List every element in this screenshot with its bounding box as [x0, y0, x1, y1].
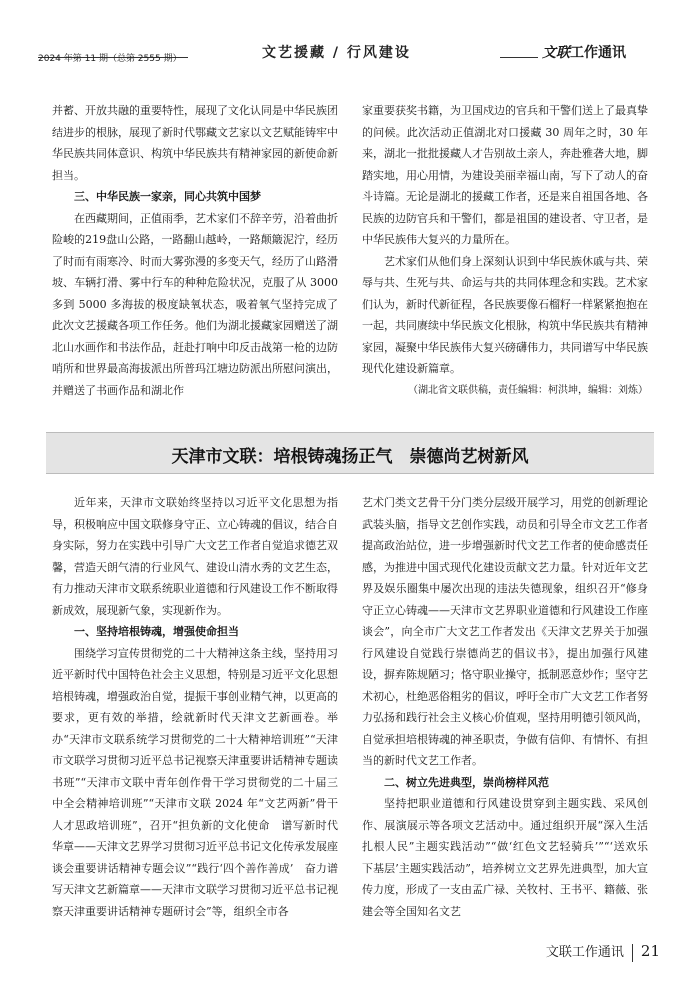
journal-brand	[542, 42, 626, 62]
footer-divider	[632, 944, 633, 962]
brand-rule	[500, 57, 538, 58]
footer-journal-name: 文联工作通讯	[545, 945, 624, 960]
paragraph: 坚持把职业道德和行风建设贯穿到主题实践、采风创作、展演展示等各项文艺活动中。通过组织开展“深入生活 扎根人民”主题实践活动”“做‘红色文艺轻骑兵’”“‘送欢乐 下基层’主题实践活动”，培养树立文艺界先进典型，加大宣传力度，形成了一支由孟广禄、关牧村、王书平、籍薇、张建会等全国知名文艺	[362, 797, 659, 918]
article-2-title-banner	[46, 432, 654, 474]
section-heading: 一、坚持培根铸魂，增强使命担当	[74, 625, 239, 638]
paragraph: 近年来，天津市文联始终坚持以习近平文化思想为指导，积极响应中国文联修身守正、立心铸魂的倡议，结合自身实际，努力在实践中引导广大文艺工作者自觉追求德艺双馨，营造天朗气清的行业风气、建设山清水秀的文艺生态，有力推动天津市文联系统职业道德和行风建设工作不断取得新成效，展现新气象，实现新作为。	[52, 496, 338, 617]
paragraph: 艺术门类文艺骨干分门类分层级开展学习，用党的创新理论武装头脑，指导文艺创作实践，动员和引导全市文艺工作者提高政治站位，进一步增强新时代文艺工作者的使命感责任感，为推进中国式现代化建设贡献文艺力量。针对近年文艺界及娱乐圈集中屡次出现的违法失德现象，组织召开“修身守正立心铸魂——天津市文艺界职业道德和行风建设工作座谈会”，向全市广大文艺工作者发出《天津文艺界关于加强行风建设自觉践行崇德尚艺的倡议书》，提出加强行风建设，摒弃陈规陋习；恪守职业操守，抵制恶意炒作；坚守艺术初心，杜绝恶俗粗劣的倡议，呼吁全市广大文艺工作者努力弘扬和践行社会主义核心价值观，坚持用明德引领风尚，自觉承担培根铸魂的神圣职责，争做有信仰、有情怀、有担当的新时代文艺工作者。	[362, 496, 648, 767]
article-1-left-column	[52, 100, 338, 401]
page-footer	[546, 941, 660, 962]
article-credit: （湖北省文联供稿，责任编辑：柯洪坤，编辑：刘炼）	[408, 384, 648, 396]
paragraph: 在西藏期间，正值雨季，艺术家们不辞辛劳，沿着曲折险峻的219盘山公路，一路翻山越岭，一路颠簸泥泞，经历了时而有雨寒冷、时而大雾弥漫的多变天气，经历了山路滑坡、车辆打滑、雾中行车的种种危险状况，克服了从 3000 多到 5000 多海拔的极度缺氧状态，吸着氧气坚持完成了此次文艺援藏各项工作任务。他们为湖北援藏家园赠送了湖北山水画作和书法作品，赶赴打响中印反击战第一枪的边防哨所和世界最高海拔派出所普玛江塘边防派出所慰问演出，并赠送了书画作品和湖北作	[52, 211, 338, 397]
page-header	[0, 0, 700, 76]
article-1-right-column	[362, 100, 648, 401]
section-heading: 三、中华民族一家亲，同心共筑中国梦	[74, 190, 261, 203]
article-2-left-column	[52, 492, 338, 922]
issue-number: 2024 年第 11 期（总第 2555 期）	[38, 54, 182, 64]
article-2-right-column	[362, 492, 659, 922]
paragraph: 围绕学习宣传贯彻党的二十大精神这条主线，坚持用习近平新时代中国特色社会主义思想，特别是习近平文化思想培根铸魂，增强政治自觉，提振干事创业精气神，以更高的要求，更有效的举措，绘就新时代天津文艺新画卷。举办“天津市文联系统学习贯彻党的二十大精神培训班”“天津市文联学习贯彻习近平总书记视察天津重要讲话精神专题读书班”“天津市文联中青年创作骨干学习贯彻党的二十届三中全会精神培训班”“天津市文联 2024 年“文艺两新”骨干人才思政培训班”，召开“担负新的文化使命 谱写新时代华章——天津文艺界学习贯彻习近平总书记文化传承发展座谈会重要讲话精神专题会议”“践行‘四个善作善成’ 奋力谱写天津文艺新篇章——天津市文联学习贯彻习近平总书记视察天津重要讲话精神专题研讨会”等，组织全市各	[52, 646, 338, 918]
paragraph: 艺术家们从他们身上深刻认识到中华民族休戚与共、荣辱与共、生死与共、命运与共的共同体理念和实践。艺术家们认为，新时代新征程，各民族要像石榴籽一样紧紧抱抱在一起，共同赓续中华民族文化根脉，构筑中华民族共有精神家园，凝聚中华民族伟大复兴磅礴伟力，共同谱写中华民族现代化建设新篇章。	[362, 254, 648, 375]
section-title: 文艺援藏 / 行风建设	[262, 45, 411, 61]
section-heading: 二、树立先进典型，崇尚榜样风范	[384, 775, 549, 789]
brand-text: 工作通讯	[570, 45, 626, 61]
brand-logo: 文联	[542, 45, 570, 61]
page-number: 21	[640, 942, 660, 960]
paragraph: 并蓄、开放共融的重要特性，展现了文化认同是中华民族团结进步的根脉，展现了新时代鄂藏文艺家以文艺赋能铸牢中华民族共同体意识、构筑中华民族共有精神家园的新使命新担当。	[52, 104, 338, 182]
paragraph: 家重要获奖书籍，为卫国戍边的官兵和干警们送上了最真挚的问候。此次活动正值湖北对口援藏 30 周年之时，30 年来，湖北一批批援藏人才告别故土亲人，奔赴雅砻大地，脚踏实地，用心用情，为建设美丽幸福山南，写下了动人的奋斗诗篇。无论是湖北的援藏工作者，还是来自祖国各地、各民族的边防官兵和干警们，都是祖国的建设者、守卫者，是中华民族伟大复兴的力量所在。	[362, 104, 648, 246]
article-title: 天津市文联：培根铸魂扬正气 崇德尚艺树新风	[171, 447, 529, 467]
